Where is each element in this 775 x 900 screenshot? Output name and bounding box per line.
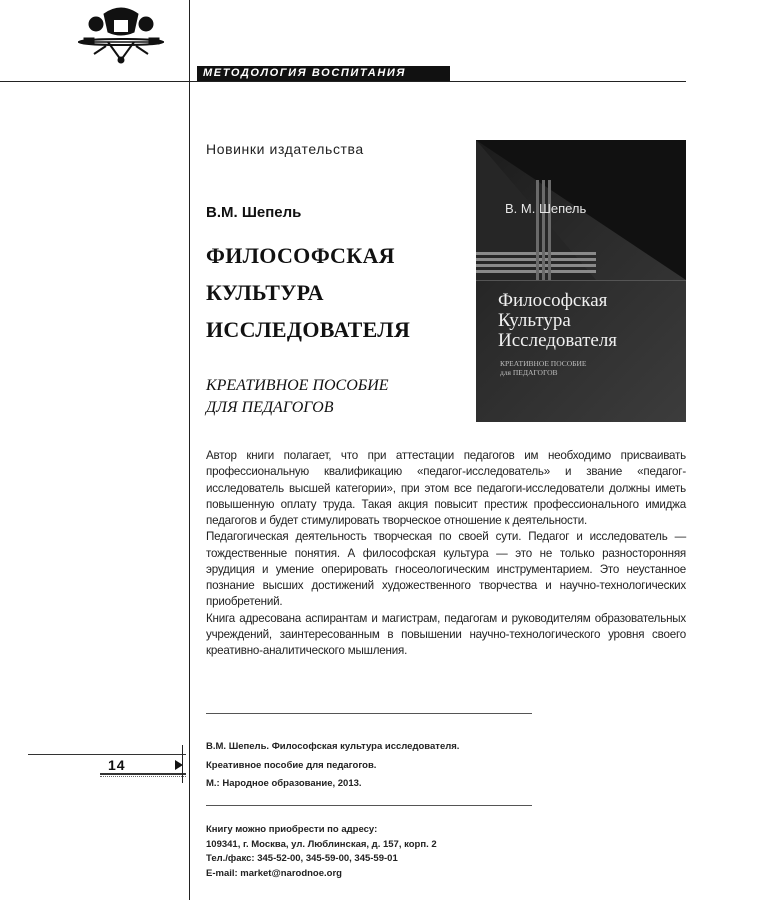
book-genre-line: КРЕАТИВНОЕ ПОСОБИЕ bbox=[206, 377, 389, 394]
divider bbox=[206, 805, 532, 806]
contact-line: Тел./факс: 345-52-00, 345-59-00, 345-59-01 bbox=[206, 853, 398, 864]
body-paragraph: Педагогическая деятельность творческая по своей сути. Педагог и исследователь — тождественные понятия. А философская культура — это не только разносторонняя эрудиция и умение оперировать гносеологическим инструментарием. Это неустанное познание высших достижений художественного творчества и научно-технологических приобретений. bbox=[206, 530, 686, 609]
book-genre-line: ДЛЯ ПЕДАГОГОВ bbox=[206, 399, 334, 416]
section-label: Новинки издательства bbox=[206, 141, 364, 157]
cover-author: В. М. Шепель bbox=[505, 201, 587, 216]
cover-title bbox=[498, 291, 617, 351]
page-number-rule bbox=[28, 754, 186, 755]
page-number: 14 bbox=[108, 757, 126, 773]
cover-title-line: Исследователя bbox=[498, 330, 618, 351]
book-author: В.М. Шепель bbox=[206, 204, 302, 221]
section-header: МЕТОДОЛОГИЯ ВОСПИТАНИЯ bbox=[197, 66, 450, 81]
reference-line: М.: Народное образование, 2013. bbox=[206, 778, 362, 789]
journal-logo-emblem bbox=[74, 2, 169, 66]
cover-subtitle-line: КРЕАТИВНОЕ ПОСОБИЕ bbox=[500, 359, 587, 368]
cover-title-line: Культура bbox=[498, 310, 571, 331]
reference-line: Креативное пособие для педагогов. bbox=[206, 759, 377, 771]
bibliographic-reference bbox=[206, 738, 459, 794]
book-title bbox=[206, 237, 410, 348]
contact-email[interactable]: E-mail: market@narodnoe.org bbox=[206, 867, 342, 879]
page-number-tick bbox=[182, 745, 183, 783]
body-paragraph: Автор книги полагает, что при аттестации педагогов им необходимо присваивать профессиональную квалификацию «педагог-исследователь» и звание «педагог-исследователь высшей категории», при этом все педагоги-исследователи должны иметь повышенную оплату труда. Такая акция повысит престиж профессионального имиджа педагогов и будет стимулировать творческое отношение к деятельности. bbox=[206, 449, 686, 527]
contact-line: 109341, г. Москва, ул. Люблинская, д. 157, корп. 2 bbox=[206, 838, 437, 850]
book-title-line: КУЛЬТУРА bbox=[206, 280, 324, 305]
book-title-line: ИССЛЕДОВАТЕЛЯ bbox=[206, 317, 411, 342]
page-number-underline bbox=[100, 773, 186, 775]
book-title-line: ФИЛОСОФСКАЯ bbox=[206, 243, 395, 268]
divider bbox=[206, 713, 532, 714]
cover-artwork bbox=[476, 140, 686, 422]
purchase-contact bbox=[206, 823, 437, 881]
page-arrow-icon bbox=[173, 758, 185, 772]
article-body bbox=[206, 448, 686, 659]
cover-subtitle-line: для ПЕДАГОГОВ bbox=[500, 368, 558, 377]
header-rule bbox=[0, 81, 686, 82]
page-number-dotted-rule bbox=[100, 776, 186, 778]
cover-title-line: Философская bbox=[498, 290, 608, 311]
book-cover-image bbox=[476, 140, 686, 422]
body-paragraph: Книга адресована аспирантам и магистрам, педагогам и руководителям образовательных учреждений, заинтересованным в повышении научно-технологического уровня своего креативно-аналитического мышления. bbox=[206, 611, 686, 657]
margin-vertical-rule bbox=[189, 0, 190, 900]
reference-line: В.М. Шепель. Философская культура исследователя. bbox=[206, 741, 460, 752]
contact-line: Книгу можно приобрести по адресу: bbox=[206, 824, 378, 835]
book-genre bbox=[206, 375, 389, 419]
cover-subtitle bbox=[500, 359, 586, 377]
